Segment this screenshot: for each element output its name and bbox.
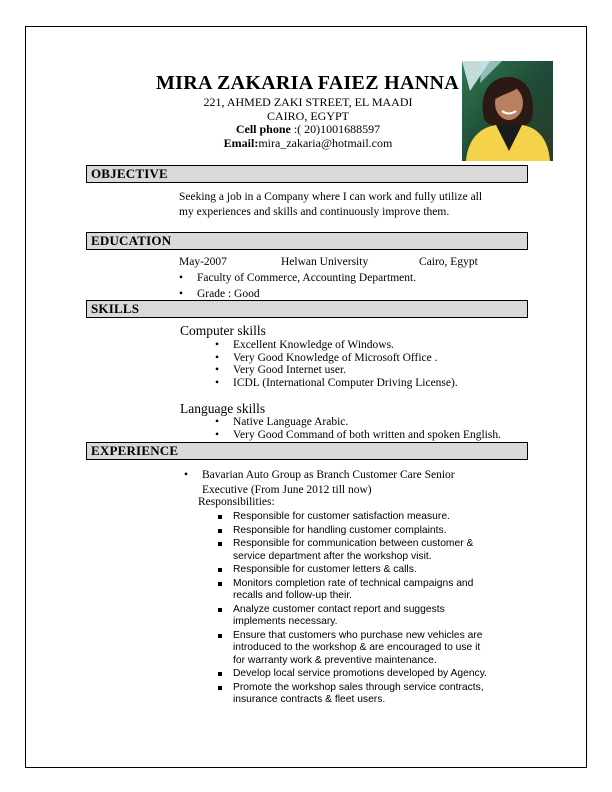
objective-text [179,190,519,220]
list-item: Monitors completion rate of technical campaigns and recalls and follow-up their. [215,578,495,603]
list-item: Develop local service promotions developed by Agency. [215,668,495,680]
profile-photo [462,61,553,161]
experience-section-header: EXPERIENCE [86,442,528,460]
list-item: • Faculty of Commerce, Accounting Department. [179,272,416,285]
list-item: Responsible for customer letters & calls. [215,564,495,576]
education-date: May-2007 [179,256,227,268]
email-value: mira_zakaria@hotmail.com [258,136,393,150]
skills-section-header: SKILLS [86,300,528,318]
list-item: • ICDL (International Computer Driving License). [215,377,458,390]
list-item: • Native Language Arabic. [215,416,501,429]
address-line-2: CAIRO, EGYPT [266,109,349,123]
address-line-1: 221, AHMED ZAKI STREET, EL MAADI [203,95,413,109]
objective-text-line: Seeking a job in a Company where I can work and fully utilize all [179,191,483,203]
list-item: Responsible for customer satisfaction measure. [215,511,495,523]
list-item: Ensure that customers who purchase new vehicles are introduced to the workshop & are encouraged to use it for warranty work & preventive maintenance. [215,630,495,667]
list-item: • Grade : Good [179,288,416,301]
objective-section-header: OBJECTIVE [86,165,528,183]
list-item: Analyze customer contact report and suggests implements necessary. [215,604,495,629]
list-item: Promote the workshop sales through service contracts, insurance contracts & fleet users. [215,682,495,707]
phone-value: :( 20)1001688597 [293,122,381,136]
list-item: • Excellent Knowledge of Windows. [215,339,458,352]
language-skills-list [215,416,501,441]
language-skills-title: Language skills [180,401,266,416]
responsibilities-list [215,511,495,708]
responsibilities-label: Responsibilities: [198,496,275,508]
candidate-name: MIRA ZAKARIA FAIEZ HANNA [156,72,459,94]
job-title-line: Executive (From June 2012 till now) [202,483,372,496]
education-section-header: EDUCATION [86,232,528,250]
email-line [178,136,438,151]
list-item: • Very Good Knowledge of Microsoft Office . [215,352,458,365]
job-title-line: Bavarian Auto Group as Branch Customer Care Senior [202,469,455,481]
experience-job [184,468,455,497]
computer-skills-title: Computer skills [180,323,266,338]
list-item: Responsible for communication between customer & service department after the workshop visit. [215,538,495,563]
computer-skills-list [215,339,458,389]
education-details [179,272,416,300]
phone-label: Cell phone [235,122,291,136]
email-label: Email: [223,136,259,150]
education-school: Helwan University [281,256,369,268]
list-item: • Very Good Command of both written and spoken English. [215,429,501,442]
list-item: • Very Good Internet user. [215,364,458,377]
objective-text-line: my experiences and skills and continuously improve them. [179,206,450,218]
education-location: Cairo, Egypt [419,256,478,268]
phone-line [178,122,438,137]
list-item: Responsible for handling customer complaints. [215,525,495,537]
job-title [184,468,455,497]
